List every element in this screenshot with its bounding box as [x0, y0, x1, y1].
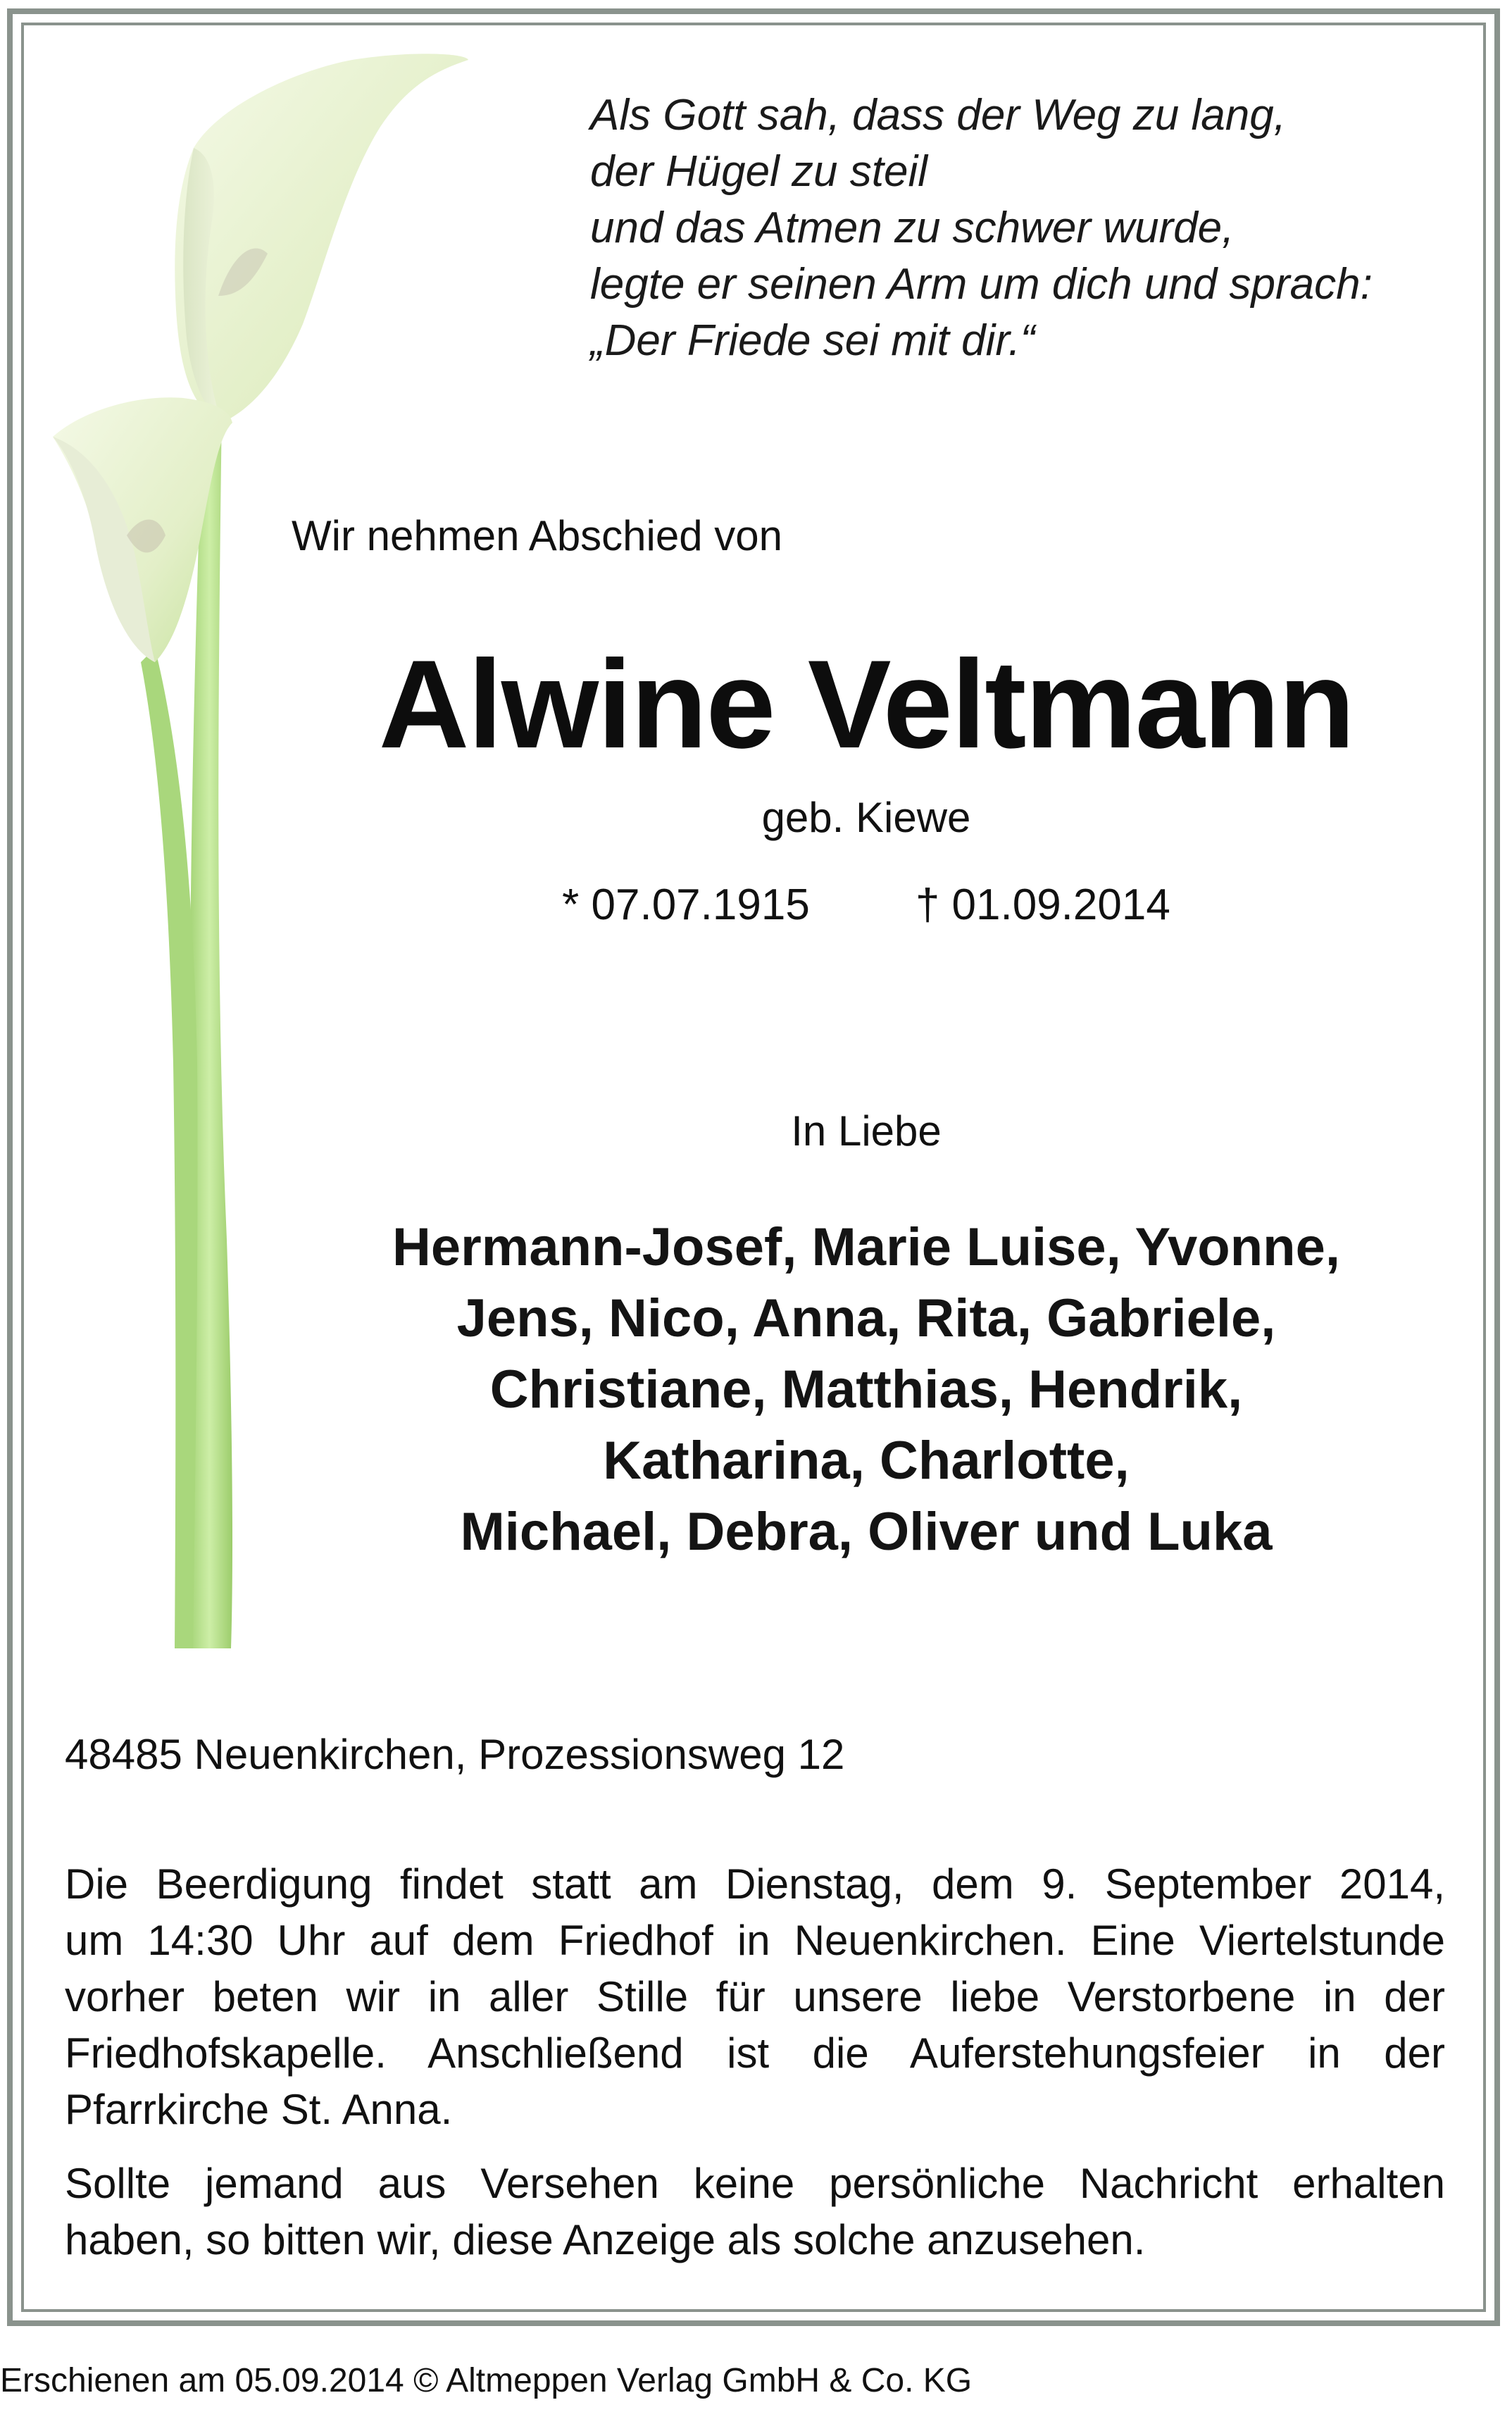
poem-line: der Hügel zu steil	[590, 147, 928, 196]
life-dates	[310, 879, 1423, 931]
death-date: † 01.09.2014	[915, 881, 1170, 929]
poem	[590, 87, 1463, 369]
deceased-name: Alwine Veltmann	[378, 634, 1354, 774]
mourners-list	[310, 1212, 1423, 1567]
funeral-line: Die Beerdigung findet statt am Dienstag, dem 9. September 2014,	[65, 1860, 1445, 1908]
mourners-line: Christiane, Matthias, Hendrik,	[489, 1360, 1243, 1419]
poem-line: „Der Friede sei mit dir.“	[590, 316, 1035, 365]
funeral-info	[65, 1856, 1445, 2138]
poem-line: legte er seinen Arm um dich und sprach:	[590, 260, 1373, 309]
funeral-line: Pfarrkirche St. Anna.	[65, 2086, 453, 2133]
in-love-label: In Liebe	[791, 1107, 942, 1155]
poem-line: Als Gott sah, dass der Weg zu lang,	[590, 91, 1286, 139]
publication-footer: Erschienen am 05.09.2014 © Altmeppen Verlag GmbH & Co. KG	[0, 2362, 973, 2399]
notice-line: Sollte jemand aus Versehen keine persönliche Nachricht erhalten	[65, 2160, 1445, 2207]
mourners-line: Jens, Nico, Anna, Rita, Gabriele,	[456, 1288, 1276, 1348]
mourners-line: Katharina, Charlotte,	[603, 1431, 1130, 1491]
poem-line: und das Atmen zu schwer wurde,	[590, 204, 1235, 252]
funeral-line: Friedhofskapelle. Anschließend ist die Auferstehungsfeier in der	[65, 2029, 1445, 2077]
funeral-line: vorher beten wir in aller Stille für unsere liebe Verstorbene in der	[65, 1973, 1445, 2020]
notice	[65, 2156, 1445, 2268]
birth-date: * 07.07.1915	[562, 881, 810, 929]
address: 48485 Neuenkirchen, Prozessionsweg 12	[65, 1731, 845, 1778]
mourners-line: Michael, Debra, Oliver und Luka	[460, 1502, 1273, 1562]
maiden-name: geb. Kiewe	[761, 794, 971, 841]
farewell-intro: Wir nehmen Abschied von	[292, 512, 783, 559]
mourners-line: Hermann-Josef, Marie Luise, Yvonne,	[392, 1217, 1340, 1277]
notice-line: haben, so bitten wir, diese Anzeige als solche anzusehen.	[65, 2216, 1146, 2263]
funeral-line: um 14:30 Uhr auf dem Friedhof in Neuenkirchen. Eine Viertelstunde	[65, 1917, 1445, 1964]
